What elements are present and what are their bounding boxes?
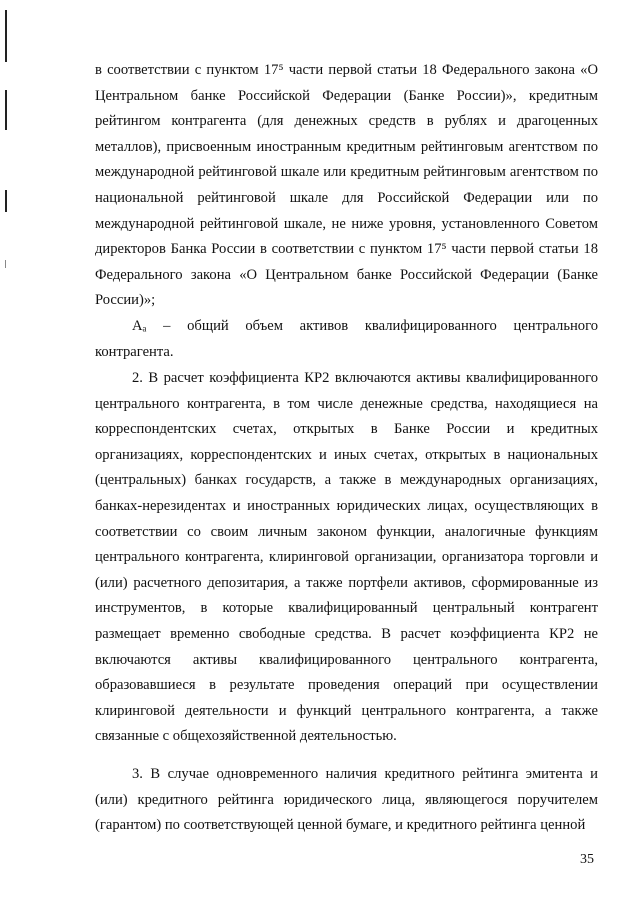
- paragraph-item-2: [95, 366, 598, 750]
- margin-scan-mark: [5, 260, 6, 268]
- page-number: 35: [580, 852, 594, 867]
- margin-scan-mark: [5, 90, 7, 130]
- paragraph-text: Аₐ – общий объем активов квалифицированного центрального контрагента.: [95, 318, 598, 360]
- paragraph-text: в соответствии с пунктом 17⁵ части первой статьи 18 Федерального закона «О Центральном банке Российской Федерации (Банке России)», кредитным рейтингом контрагента (для денежных средств в рублях и драгоценных металлов), присвоенным иностранным кредитным рейтинговым агентством по международной рейтинговой шкале или кредитным рейтинговым агентством по национальной рейтинговой шкале для Российской Федерации или по международной рейтинговой шкале, не ниже уровня, установленного Советом директоров Банка России в соответствии с пунктом 17⁵ части первой статьи 18 Федерального закона «О Центральном банке Российской Федерации (Банке России)»;: [95, 62, 598, 309]
- paragraph-total-assets: [95, 314, 598, 365]
- paragraph-continuation: [95, 58, 598, 314]
- paragraph-text: 2. В расчет коэффициента КР2 включаются активы квалифицированного центрального контрагента, в том числе денежные средства, находящиеся на корреспондентских счетах, открытых в Банке России и кредитных организациях, корреспондентских и иных счетах, открытых в национальных (центральных) банках государств, а также в международных организациях, банках-нерезидентах и иностранных юридических лицах, осуществляющих в соответствии со своим личным законом функции, аналогичные функциям центрального контрагента, клиринговой организации, организатора торговли и (или) расчетного депозитария, а также портфели активов, сформированные из инструментов, в которые квалифицированный центральный контрагент размещает временно свободные средства. В расчет коэффициента КР2 не включаются активы квалифицированного центрального контрагента, образовавшиеся в результате проведения операций при осуществлении клиринговой деятельности и функций центрального контрагента, а также связанные с общехозяйственной деятельностью.: [95, 370, 598, 745]
- margin-scan-mark: [5, 190, 7, 212]
- paragraph-item-3: [95, 762, 598, 839]
- margin-scan-mark: [5, 10, 7, 62]
- paragraph-text: 3. В случае одновременного наличия кредитного рейтинга эмитента и (или) кредитного рейтинга юридического лица, являющегося поручителем (гарантом) по соответствующей ценной бумаге, и кредитного рейтинга ценной: [95, 766, 598, 834]
